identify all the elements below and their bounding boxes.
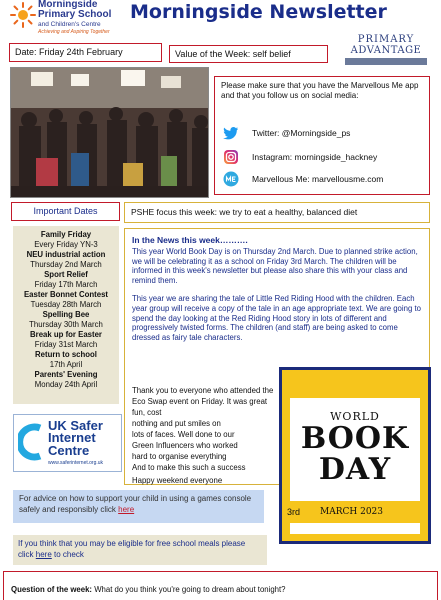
social-media-box (214, 76, 430, 195)
primary-advantage-logo: PRIMARY ADVANTAGE (337, 34, 435, 68)
date-entry-title: Parents' Evening (34, 370, 98, 379)
wbd-date-band (282, 501, 425, 523)
world-book-day-poster (279, 367, 431, 544)
question-label: Question of the week: (11, 585, 93, 594)
meals-text-after: to check (51, 550, 84, 559)
wbd-day: DAY (318, 452, 392, 487)
date-label: Date: (15, 47, 37, 57)
free-school-meals-box (13, 535, 267, 565)
wbd-date-month: MARCH 2023 (320, 507, 383, 517)
newsletter-title: Morningside Newsletter (130, 1, 387, 23)
social-intro: Please make sure that you have the Marvellous Me app and that you follow us on social media: (221, 81, 419, 100)
news-closing: Happy weekend everyone (132, 476, 223, 485)
console-text: For advice on how to support your child in using a games console safely and responsibly click (19, 494, 252, 514)
date-entry-date: Friday 17th March (34, 280, 98, 289)
eco-swap-event-photo (10, 67, 209, 198)
date-entry-date: Friday 31st March (34, 340, 98, 349)
social-row-instagram: Instagram: morningside_hackney (223, 149, 427, 169)
date-entry-title: Family Friday (40, 230, 92, 239)
date-entry-date: Monday 24th April (34, 380, 98, 389)
news-paragraph-red-riding-hood: This year we are sharing the tale of Little Red Riding Hood with the children. Each year group will receive a copy of the tale in an age appropriate text. We are going to spend the day looking at the Red Riding Hood story in lots of different and progressively twisted forms. The children (and staff) are being asked to come dressed as fairy tale characters. (132, 294, 421, 342)
news-paragraph-book-day: This year World Book Day is on Thursday 2nd March. Due to planned strike action, we will be celebrating it as a school on Friday 3rd March. The children will be informed in this week's newsletter but please also share this with your class and remind them. (132, 247, 418, 285)
date-entry-title: Return to school (35, 350, 97, 359)
pshe-label: PSHE focus this week: (131, 207, 217, 217)
twitter-icon (223, 125, 239, 141)
date-entry-date: Thursday 2nd March (30, 260, 102, 269)
pshe-focus-box (124, 202, 430, 223)
question-of-week-box (3, 571, 438, 600)
value-of-week-label: Value of the Week: (175, 49, 251, 59)
social-row-marvellous-me: Marvellous Me: marvellousme.com (223, 171, 427, 191)
date-entry-title: NEU industrial action (26, 250, 106, 259)
date-entry-date: Every Friday YN-3 (34, 240, 98, 249)
school-name: Morningside Primary School (38, 0, 112, 20)
news-eco-swap: Thank you to everyone who attended the Eco Swap event on Friday. It was great fun, cost nothing and put smiles on lots of faces. Well done to our Green Influencers who worked hard to organise everything And to make this such a success (132, 386, 274, 472)
value-of-week-box (169, 45, 328, 63)
social-row-twitter: Twitter: @Morningside_ps (223, 125, 427, 145)
date-entry-title: Easter Bonnet Contest (23, 290, 109, 299)
value-of-week-value: self belief (252, 49, 291, 59)
sun-logo-icon (10, 2, 36, 28)
date-entry-title: Spelling Bee (42, 310, 90, 319)
console-safety-box (13, 490, 264, 523)
wbd-date-day: 3rd (287, 507, 301, 517)
news-heading: In the News this week………. (132, 235, 248, 245)
important-dates-list (13, 226, 119, 404)
instagram-icon (223, 149, 239, 165)
school-logo (4, 0, 122, 40)
date-entry-title: Break up for Easter (30, 330, 102, 339)
date-entry-date: Thursday 30th March (29, 320, 103, 329)
question-value: What do you think you're going to dream about tonight? (94, 585, 286, 594)
important-dates-heading: Important Dates (11, 202, 120, 221)
meals-text: If you think that you may be eligible for free school meals please click (18, 539, 246, 559)
date-entry-title: Sport Relief (44, 270, 88, 279)
marvellous-me-icon (223, 171, 239, 187)
date-box (9, 43, 162, 62)
console-safety-link[interactable]: here (118, 504, 135, 514)
safer-internet-c-icon (18, 422, 44, 462)
date-value: Friday 24th February (39, 47, 123, 57)
date-entry-date: Tuesday 28th March (30, 300, 102, 309)
wbd-book: BOOK (300, 421, 410, 456)
uk-safer-internet-centre-logo[interactable]: UK Safer Internet Centre www.saferinternet.org.uk (13, 414, 122, 472)
school-subtitle: and Children's Centre (38, 21, 101, 28)
date-entry-date: 17th April (49, 360, 83, 369)
pshe-value: we try to eat a healthy, balanced diet (219, 207, 358, 217)
school-tagline: Achieving and Aspiring Together (38, 29, 110, 35)
free-meals-link[interactable]: here (35, 550, 52, 559)
wbd-world: WORLD (330, 410, 380, 423)
